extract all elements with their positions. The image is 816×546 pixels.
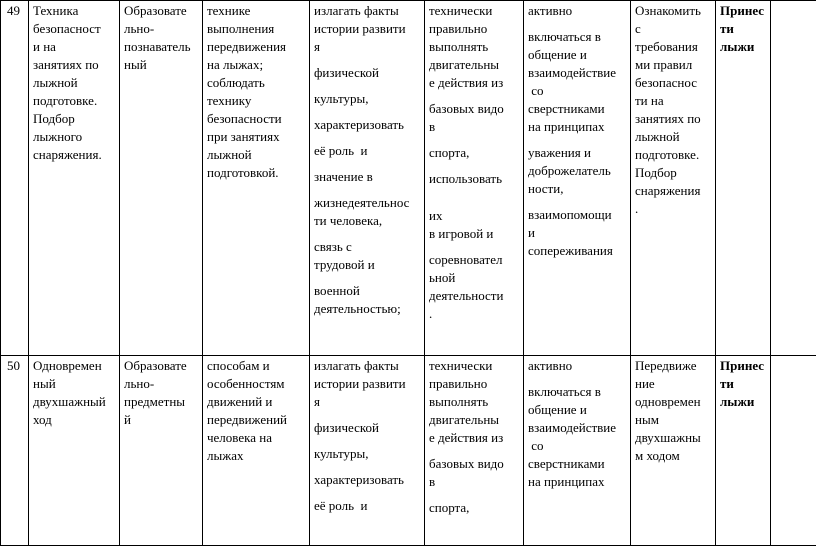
- lesson-number-cell: 50: [1, 356, 29, 546]
- lesson-number-cell: 49: [1, 1, 29, 356]
- personal-text-line: на принципах: [528, 473, 628, 491]
- topic-text-line: ный: [33, 375, 117, 393]
- equipment-text-line: ти: [720, 20, 768, 38]
- skills-text-line: е действия из: [429, 429, 521, 447]
- knowledge-text-line: её роль и: [314, 497, 422, 515]
- line-spacer: [314, 82, 422, 90]
- skills-text-line: выполнять: [429, 393, 521, 411]
- equipment-text-line: ти: [720, 375, 768, 393]
- content-cell: [203, 1, 310, 356]
- knowledge-text-line: деятельностью;: [314, 300, 422, 318]
- knowledge-text-line: культуры,: [314, 445, 422, 463]
- goal-text-line: ние: [635, 375, 713, 393]
- content-text-line: подготовкой.: [207, 164, 307, 182]
- personal-text-line: включаться в: [528, 28, 628, 46]
- personal-text-line: на принципах: [528, 118, 628, 136]
- personal-text-line: взаимодействие: [528, 64, 628, 82]
- skills-text-line: в: [429, 118, 521, 136]
- content-text-line: движений и: [207, 393, 307, 411]
- topic-text-line: Техника: [33, 2, 117, 20]
- personal-results-cell: [524, 356, 631, 546]
- line-spacer: [314, 108, 422, 116]
- content-text-line: при занятиях: [207, 128, 307, 146]
- line-spacer: [429, 136, 521, 144]
- skills-text-line: базовых видо: [429, 100, 521, 118]
- line-spacer: [314, 134, 422, 142]
- line-spacer: [314, 411, 422, 419]
- personal-text-line: ности,: [528, 180, 628, 198]
- content-text-line: безопасности: [207, 110, 307, 128]
- goal-text-line: с: [635, 20, 713, 38]
- topic-text-line: безопасност: [33, 20, 117, 38]
- content-text-line: особенностям: [207, 375, 307, 393]
- knowledge-text-line: военной: [314, 282, 422, 300]
- skills-text-line: технически: [429, 357, 521, 375]
- knowledge-text-line: характеризовать: [314, 116, 422, 134]
- line-spacer: [314, 230, 422, 238]
- goal-text-line: одновремен: [635, 393, 713, 411]
- skills-text-line: е действия из: [429, 74, 521, 92]
- skills-text-line: спорта,: [429, 144, 521, 162]
- content-text-line: способам и: [207, 357, 307, 375]
- topic-text-line: лыжного: [33, 128, 117, 146]
- table-row: [1, 356, 816, 546]
- personal-text-line: общение и: [528, 46, 628, 64]
- goal-text-line: ми правил: [635, 56, 713, 74]
- knowledge-text-line: жизнедеятельнос: [314, 194, 422, 212]
- equipment-text-line: лыжи: [720, 393, 768, 411]
- goal-text-line: снаряжения: [635, 182, 713, 200]
- personal-text-line: активно: [528, 2, 628, 20]
- topic-text-line: и на: [33, 38, 117, 56]
- line-spacer: [314, 56, 422, 64]
- knowledge-text-line: я: [314, 393, 422, 411]
- line-spacer: [429, 162, 521, 170]
- skills-text-line: деятельности: [429, 287, 521, 305]
- type-text-line: Образовате: [124, 2, 200, 20]
- skills-text-line: их: [429, 207, 521, 225]
- line-spacer: [528, 375, 628, 383]
- content-text-line: на лыжах;: [207, 56, 307, 74]
- goal-text-line: двухшажны: [635, 429, 713, 447]
- line-spacer: [429, 243, 521, 251]
- personal-text-line: со: [528, 82, 628, 100]
- line-spacer: [528, 136, 628, 144]
- line-spacer: [314, 489, 422, 497]
- personal-text-line: и: [528, 224, 628, 242]
- line-spacer: [429, 447, 521, 455]
- topic-text-line: лыжной: [33, 74, 117, 92]
- knowledge-text-line: физической: [314, 64, 422, 82]
- personal-text-line: взаимопомощи: [528, 206, 628, 224]
- topic-text-line: Одновремен: [33, 357, 117, 375]
- skills-text-line: выполнять: [429, 38, 521, 56]
- lesson-type-cell: [120, 1, 203, 356]
- type-text-line: й: [124, 411, 200, 429]
- content-text-line: соблюдать: [207, 74, 307, 92]
- content-text-line: технику: [207, 92, 307, 110]
- goal-text-line: Передвиже: [635, 357, 713, 375]
- line-spacer: [429, 188, 521, 196]
- skills-text-line: спорта,: [429, 499, 521, 517]
- topic-text-line: ход: [33, 411, 117, 429]
- type-text-line: Образовате: [124, 357, 200, 375]
- type-text-line: предметны: [124, 393, 200, 411]
- goal-text-line: подготовке.: [635, 146, 713, 164]
- goal-cell: [631, 1, 716, 356]
- topic-cell: [29, 356, 120, 546]
- table-row: [1, 1, 816, 356]
- topic-cell: [29, 1, 120, 356]
- goal-text-line: м ходом: [635, 447, 713, 465]
- empty-cell: [771, 1, 816, 356]
- skills-text-line: в игровой и: [429, 225, 521, 243]
- skills-text-line: правильно: [429, 20, 521, 38]
- personal-text-line: сопереживания: [528, 242, 628, 260]
- lesson-type-cell: [120, 356, 203, 546]
- content-text-line: передвижений: [207, 411, 307, 429]
- goal-text-line: лыжной: [635, 128, 713, 146]
- knowledge-text-line: истории развити: [314, 20, 422, 38]
- topic-text-line: Подбор: [33, 110, 117, 128]
- personal-text-line: доброжелатель: [528, 162, 628, 180]
- knowledge-text-line: физической: [314, 419, 422, 437]
- goal-text-line: безопаснос: [635, 74, 713, 92]
- goal-text-line: требования: [635, 38, 713, 56]
- personal-text-line: сверстниками: [528, 455, 628, 473]
- knowledge-text-line: ти человека,: [314, 212, 422, 230]
- goal-text-line: Ознакомить: [635, 2, 713, 20]
- line-spacer: [429, 92, 521, 100]
- goal-text-line: занятиях по: [635, 110, 713, 128]
- equipment-cell: [716, 356, 771, 546]
- skills-text-line: технически: [429, 2, 521, 20]
- goal-text-line: ти на: [635, 92, 713, 110]
- personal-text-line: общение и: [528, 401, 628, 419]
- type-text-line: льно-: [124, 375, 200, 393]
- line-spacer: [314, 274, 422, 282]
- skills-cell: [425, 356, 524, 546]
- skills-text-line: ьной: [429, 269, 521, 287]
- knowledge-text-line: характеризовать: [314, 471, 422, 489]
- knowledge-text-line: трудовой и: [314, 256, 422, 274]
- content-cell: [203, 356, 310, 546]
- type-text-line: ный: [124, 56, 200, 74]
- knowledge-text-line: истории развити: [314, 375, 422, 393]
- skills-cell: [425, 1, 524, 356]
- personal-results-cell: [524, 1, 631, 356]
- knowledge-text-line: излагать факты: [314, 2, 422, 20]
- skills-text-line: использовать: [429, 170, 521, 188]
- knowledge-text-line: культуры,: [314, 90, 422, 108]
- content-text-line: лыжах: [207, 447, 307, 465]
- equipment-text-line: Принес: [720, 357, 768, 375]
- line-spacer: [429, 491, 521, 499]
- line-spacer: [429, 196, 521, 207]
- line-spacer: [314, 437, 422, 445]
- content-text-line: передвижения: [207, 38, 307, 56]
- goal-text-line: Подбор: [635, 164, 713, 182]
- content-text-line: человека на: [207, 429, 307, 447]
- topic-text-line: подготовке.: [33, 92, 117, 110]
- line-spacer: [314, 186, 422, 194]
- personal-text-line: активно: [528, 357, 628, 375]
- type-text-line: познаватель: [124, 38, 200, 56]
- skills-text-line: базовых видо: [429, 455, 521, 473]
- topic-text-line: занятиях по: [33, 56, 117, 74]
- line-spacer: [314, 160, 422, 168]
- knowledge-cell: [310, 356, 425, 546]
- skills-text-line: правильно: [429, 375, 521, 393]
- empty-cell: [771, 356, 816, 546]
- personal-text-line: уважения и: [528, 144, 628, 162]
- type-text-line: льно-: [124, 20, 200, 38]
- skills-text-line: в: [429, 473, 521, 491]
- skills-text-line: .: [429, 305, 521, 323]
- personal-text-line: включаться в: [528, 383, 628, 401]
- content-text-line: технике: [207, 2, 307, 20]
- personal-text-line: сверстниками: [528, 100, 628, 118]
- goal-text-line: ным: [635, 411, 713, 429]
- topic-text-line: снаряжения.: [33, 146, 117, 164]
- knowledge-text-line: связь с: [314, 238, 422, 256]
- personal-text-line: со: [528, 437, 628, 455]
- line-spacer: [314, 463, 422, 471]
- personal-text-line: взаимодействие: [528, 419, 628, 437]
- skills-text-line: соревновател: [429, 251, 521, 269]
- goal-text-line: .: [635, 200, 713, 218]
- equipment-text-line: лыжи: [720, 38, 768, 56]
- knowledge-cell: [310, 1, 425, 356]
- skills-text-line: двигательны: [429, 411, 521, 429]
- equipment-cell: [716, 1, 771, 356]
- content-text-line: выполнения: [207, 20, 307, 38]
- skills-text-line: двигательны: [429, 56, 521, 74]
- knowledge-text-line: я: [314, 38, 422, 56]
- knowledge-text-line: её роль и: [314, 142, 422, 160]
- content-text-line: лыжной: [207, 146, 307, 164]
- equipment-text-line: Принес: [720, 2, 768, 20]
- topic-text-line: двухшажный: [33, 393, 117, 411]
- knowledge-text-line: значение в: [314, 168, 422, 186]
- knowledge-text-line: излагать факты: [314, 357, 422, 375]
- goal-cell: [631, 356, 716, 546]
- line-spacer: [528, 20, 628, 28]
- line-spacer: [528, 198, 628, 206]
